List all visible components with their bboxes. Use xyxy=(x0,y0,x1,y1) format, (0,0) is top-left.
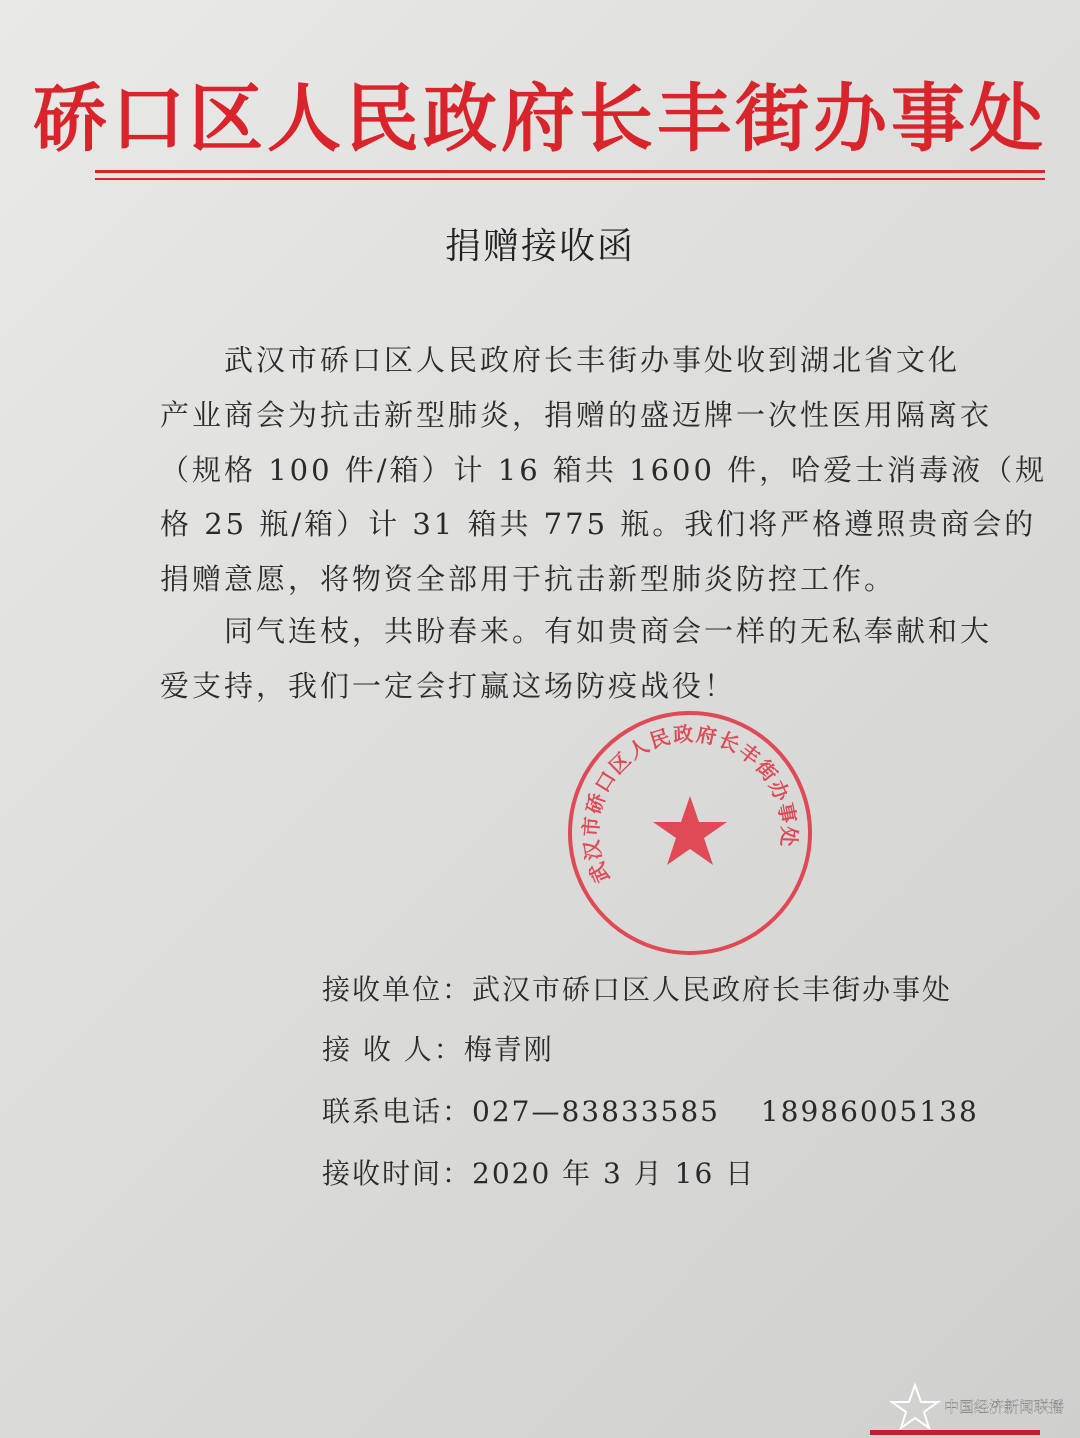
watermark-text: 中国经济新闻联播 xyxy=(944,1398,1065,1416)
letterhead-rule-thick xyxy=(95,170,1045,173)
body-line: 爱支持，我们一定会打赢这场防疫战役！ xyxy=(160,669,737,703)
document-title: 捐赠接收函 xyxy=(444,226,635,267)
watermark-logo xyxy=(870,1370,1080,1438)
seal-text: 武汉市硚口区人民政府长丰街办事处 xyxy=(578,721,802,887)
watermark-bar xyxy=(870,1430,1040,1435)
body-line: 同气连枝，共盼春来。有如贵商会一样的无私奉献和大 xyxy=(160,614,993,648)
star-icon xyxy=(653,796,727,865)
contact-phone: 联系电话：027—83833585 18986005138 xyxy=(322,1095,979,1128)
body-line: 捐赠意愿，将物资全部用于抗击新型肺炎防控工作。 xyxy=(160,562,897,596)
receipt-date: 接收时间：2020 年 3 月 16 日 xyxy=(322,1157,756,1190)
body-line: （规格 100 件/箱）计 16 箱共 1600 件，哈爱士消毒液（规 xyxy=(160,453,1048,487)
star-icon xyxy=(892,1385,938,1428)
body-line: 产业商会为抗击新型肺炎，捐赠的盛迈牌一次性医用隔离衣 xyxy=(160,398,993,432)
receiver-name: 接 收 人：梅青刚 xyxy=(322,1033,554,1066)
body-line: 格 25 瓶/箱）计 31 箱共 775 瓶。我们将严格遵照贵商会的 xyxy=(160,507,1037,541)
body-line: 武汉市硚口区人民政府长丰街办事处收到湖北省文化 xyxy=(160,343,961,377)
official-seal-stamp xyxy=(560,708,820,958)
letterhead-title: 硚口区人民政府长丰街办事处 xyxy=(33,76,1047,162)
receiving-unit: 接收单位：武汉市硚口区人民政府长丰街办事处 xyxy=(322,973,953,1006)
letterhead-rule-thin xyxy=(95,178,1045,180)
